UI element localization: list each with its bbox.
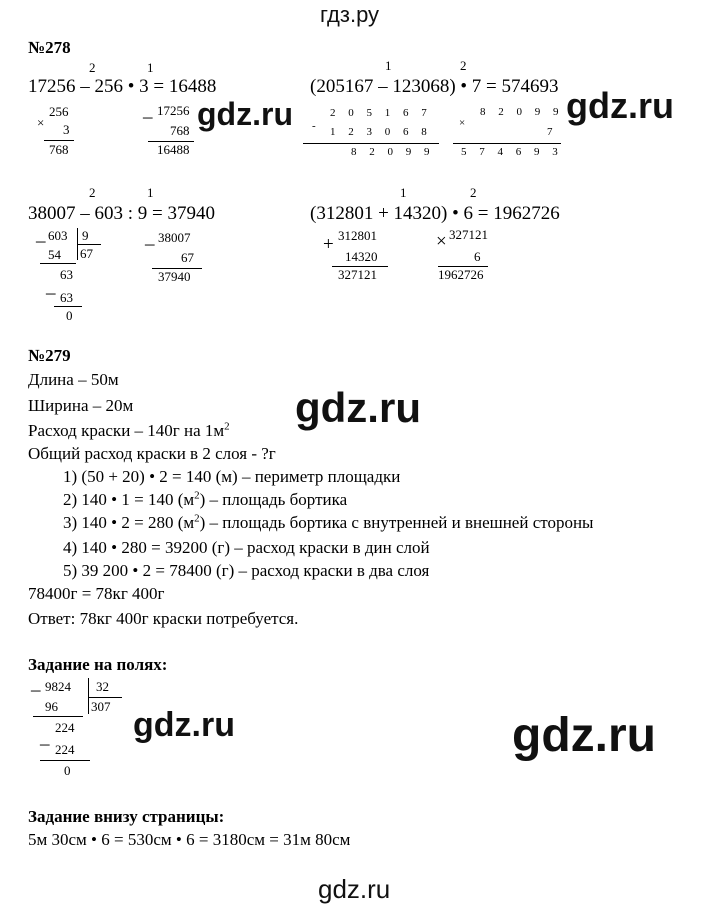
step-3 — [63, 513, 593, 533]
length-line: Длина – 50м — [28, 370, 119, 389]
ex2-sub-line — [303, 143, 439, 144]
ex3-order-1: 1 — [147, 185, 154, 200]
ex3-div-line1 — [40, 263, 76, 264]
step-5 — [63, 561, 429, 581]
ex1-sub-b: 768 — [170, 123, 190, 138]
ex3-expression: 38007 – 603 : 9 = 37940 — [28, 203, 215, 224]
margin-div-quotient: 307 — [91, 699, 111, 714]
ex2-sub-a: 2 0 5 1 6 7 — [330, 107, 432, 119]
margin-div-divisor: 32 — [96, 679, 109, 694]
margin-task-title: Задание на полях: — [28, 655, 168, 674]
ex4-add-sign: + — [323, 234, 334, 255]
ex1-sub-sign: _ — [143, 100, 153, 121]
step-2-sup: 2 — [194, 489, 200, 502]
step-2 — [63, 490, 347, 510]
ex1-order-1: 1 — [147, 60, 154, 75]
ex2-mul-result: 5 7 4 6 9 3 — [461, 146, 563, 158]
ex2-sub-result: 8 2 0 9 9 — [351, 146, 435, 158]
ex2-mul-b: 7 — [547, 126, 553, 138]
step-4 — [63, 538, 430, 558]
ex4-add-a: 312801 — [338, 228, 377, 243]
watermark-1: gdz.ru — [197, 96, 293, 132]
ex4-add-b: 14320 — [345, 249, 378, 264]
ex4-order-2: 2 — [470, 185, 477, 200]
consumption-line — [28, 421, 230, 441]
ex3-sub-sign: _ — [145, 227, 155, 248]
step-3-text: 3) 140 • 2 = 280 (м — [63, 513, 195, 532]
ex4-expression: (312801 + 14320) • 6 = 1962726 — [310, 203, 560, 224]
margin-div-line1 — [33, 716, 83, 717]
ex3-div-sign2: _ — [46, 276, 56, 297]
ex2-order-1: 1 — [385, 58, 392, 73]
ex2-mul-sign: × — [459, 117, 466, 129]
step-2-text: 2) 140 • 1 = 140 (м — [63, 490, 195, 509]
ex3-div-divisor: 9 — [82, 228, 89, 243]
width-line: Ширина – 20м — [28, 396, 134, 415]
ex4-mul-sign: × — [436, 231, 447, 252]
margin-div-sign1: _ — [31, 673, 41, 694]
conversion-line: 78400г = 78кг 400г — [28, 584, 165, 603]
margin-div-r1: 224 — [55, 720, 75, 735]
watermark-6: gdz.ru — [318, 874, 391, 904]
ex3-sub-a: 38007 — [158, 230, 191, 245]
ex3-div-line2 — [54, 306, 82, 307]
ex2-mul-a: 8 2 0 9 9 — [480, 106, 564, 118]
ex2-sub-b: 1 2 3 0 6 8 — [330, 126, 432, 138]
problem-279-title: №279 — [28, 346, 71, 365]
ex1-mul-sign: × — [37, 115, 45, 130]
ex2-order-2: 2 — [460, 58, 467, 73]
watermark-5: gdz.ru — [512, 709, 656, 762]
margin-div-quot-line — [88, 697, 122, 698]
margin-div-line2 — [40, 760, 90, 761]
step-4-text: 4) 140 • 280 = 39200 (г) – расход краски в дин слой — [63, 538, 430, 557]
margin-div-p2: 224 — [55, 742, 75, 757]
ex1-mul-result: 768 — [49, 142, 69, 157]
ex4-order-1: 1 — [400, 185, 407, 200]
ex3-div-rest: 0 — [66, 308, 73, 323]
ex1-mul-line — [44, 140, 74, 141]
ex2-sub-sign: - — [312, 120, 316, 132]
margin-div-rest: 0 — [64, 763, 71, 778]
ex3-div-quotient: 67 — [80, 246, 93, 261]
ex3-sub-b: 67 — [181, 250, 194, 265]
ex1-sub-a: 17256 — [157, 103, 190, 118]
ex1-mul-a: 256 — [49, 104, 69, 119]
ex3-div-p1: 54 — [48, 247, 61, 262]
margin-div-sign2: _ — [40, 727, 50, 748]
step-2-tail: ) – площадь бортика — [199, 490, 348, 509]
ex3-div-r1: 63 — [60, 267, 73, 282]
ex4-mul-b: 6 — [474, 249, 481, 264]
watermark-3: gdz.ru — [295, 384, 421, 431]
ex3-div-quot-line — [77, 244, 101, 245]
step-3-tail: ) – площадь бортика с внутренней и внешней стороны — [199, 513, 594, 532]
ex1-sub-result: 16488 — [157, 142, 190, 157]
question-line: Общий расход краски в 2 слоя - ?г — [28, 444, 276, 463]
site-header: гдз.ру — [320, 2, 380, 27]
step-3-sup: 2 — [194, 512, 200, 525]
ex4-add-result: 327121 — [338, 267, 377, 282]
ex1-expression: 17256 – 256 • 3 = 16488 — [28, 76, 217, 97]
step-5-text: 5) 39 200 • 2 = 78400 (г) – расход краски в два слоя — [63, 561, 430, 580]
ex2-mul-line — [453, 143, 561, 144]
step-1 — [63, 467, 400, 487]
ex2-expression: (205167 – 123068) • 7 = 574693 — [310, 76, 559, 97]
ex1-mul-b: 3 — [63, 122, 70, 137]
margin-div-dividend: 9824 — [45, 679, 71, 694]
step-1-text: 1) (50 + 20) • 2 = 140 (м) – периметр площадки — [63, 467, 401, 486]
ex3-div-dividend: 603 — [48, 228, 68, 243]
answer-line: Ответ: 78кг 400г краски потребуется. — [28, 609, 299, 628]
consumption-sup: 2 — [224, 420, 230, 433]
problem-278-title: №278 — [28, 38, 71, 57]
ex4-mul-result: 1962726 — [438, 267, 484, 282]
consumption-text: Расход краски – 140г на 1м — [28, 421, 225, 440]
ex3-sub-result: 37940 — [158, 269, 191, 284]
ex3-div-p2: 63 — [60, 290, 73, 305]
bottom-task-text: 5м 30см • 6 = 530см • 6 = 3180см = 31м 80см — [28, 830, 351, 849]
watermark-4: gdz.ru — [133, 706, 235, 744]
margin-div-vline — [88, 678, 89, 714]
bottom-task-title: Задание внизу страницы: — [28, 807, 225, 826]
watermark-2: gdz.ru — [566, 85, 674, 126]
ex4-mul-a: 327121 — [449, 227, 488, 242]
ex3-div-sign1: _ — [36, 224, 46, 245]
margin-div-p1: 96 — [45, 699, 58, 714]
ex1-order-2: 2 — [89, 60, 96, 75]
ex3-order-2: 2 — [89, 185, 96, 200]
